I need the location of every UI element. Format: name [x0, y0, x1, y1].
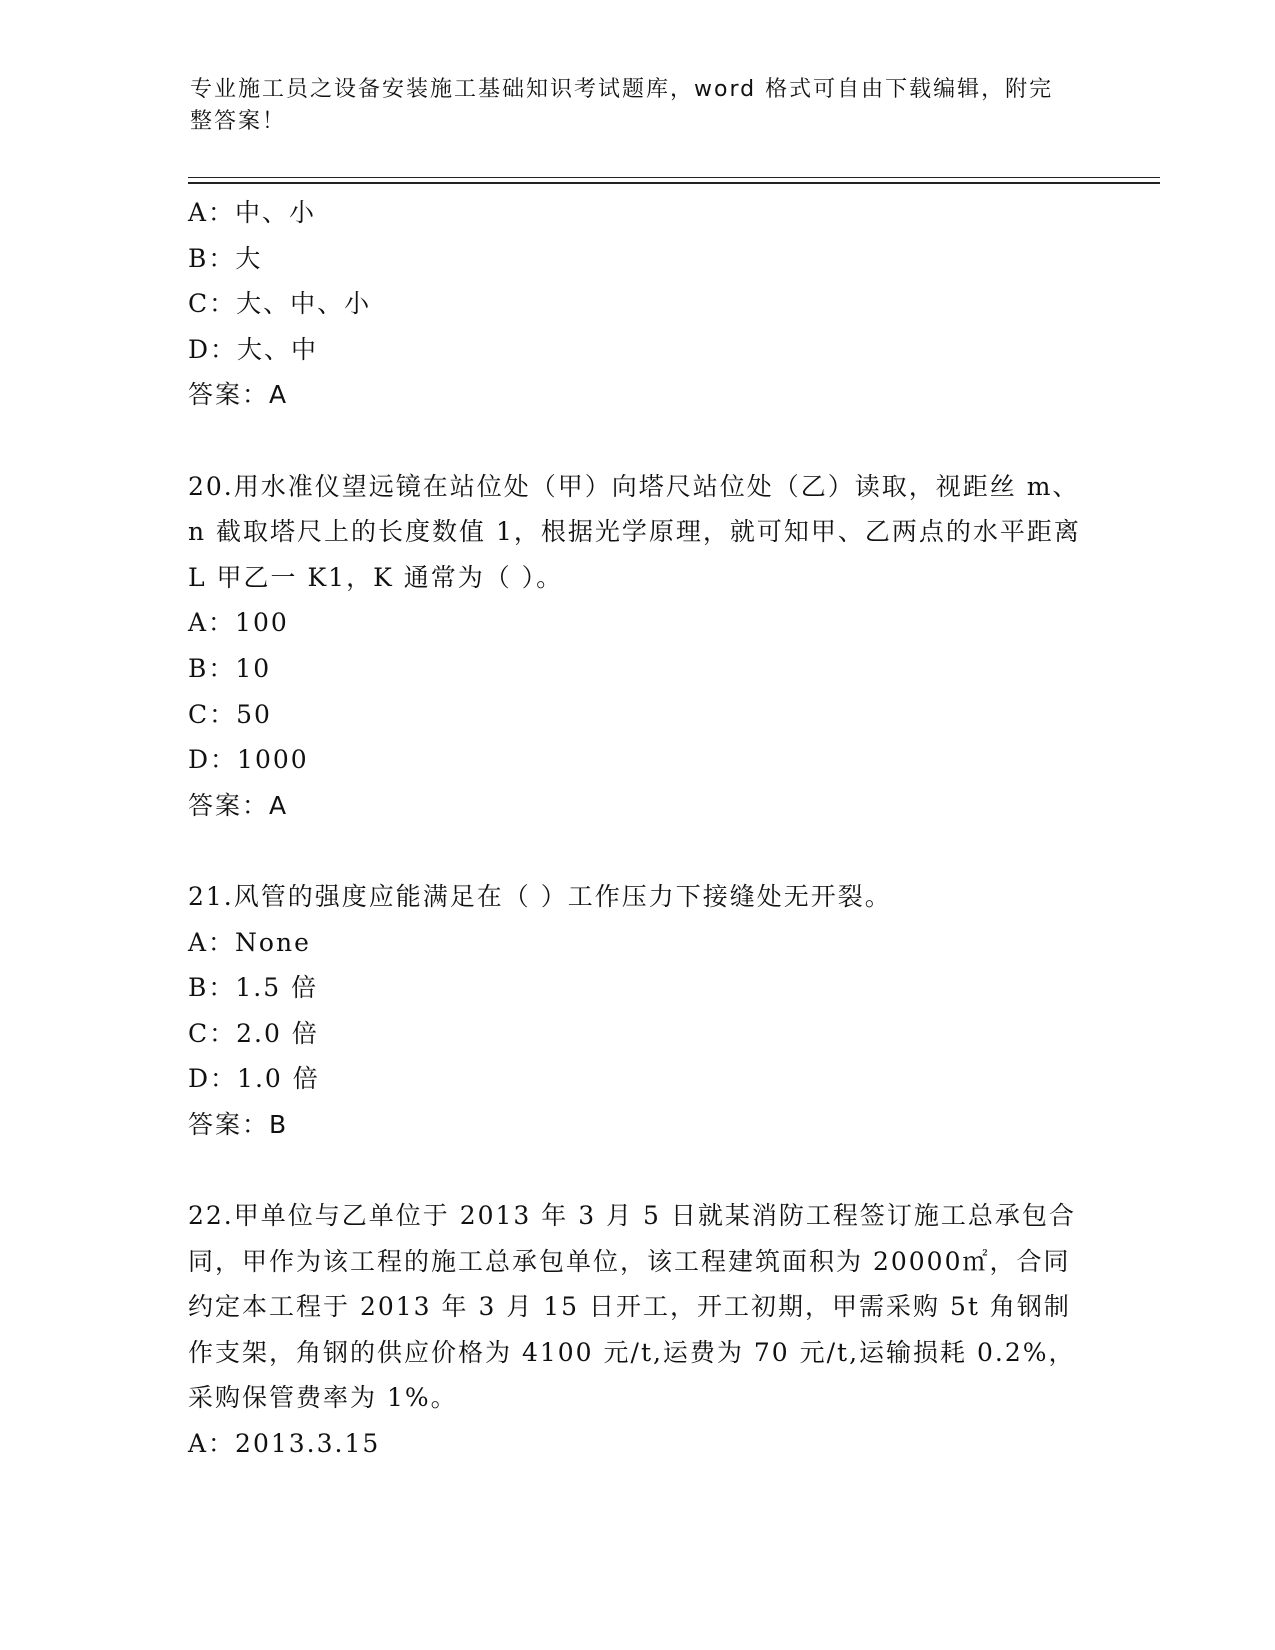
option-c: C：50 — [188, 699, 272, 729]
spacer — [188, 1147, 1088, 1193]
header-rule-thin — [188, 177, 1160, 178]
spacer — [188, 828, 1088, 874]
option-c: C：2.0 倍 — [188, 1018, 319, 1048]
option-b: B：10 — [188, 653, 272, 683]
spacer — [188, 418, 1088, 464]
option-c: C：大、中、小 — [188, 289, 372, 319]
question-text: 20.用水准仪望远镜在站位处（甲）向塔尺站位处（乙）读取，视距丝 m、n 截取塔尺上的长度数值 1，根据光学原理，就可知甲、乙两点的水平距离 L 甲乙一 K1，K 通常为（ ）。 — [188, 471, 1081, 592]
answer: 答案：A — [188, 790, 289, 820]
question-text: 22.甲单位与乙单位于 2013 年 3 月 5 日就某消防工程签订施工总承包合同，甲作为该工程的施工总承包单位，该工程建筑面积为 20000㎡，合同约定本工程于 2013 年 3 月 15 日开工，开工初期，甲需采购 5t 角钢制作支架，角钢的供应价格为 4100 元/t,运费为 70 元/t,运输损耗 0.2%，采购保管费率为 1%。 — [188, 1201, 1076, 1413]
question-list — [188, 190, 1088, 1467]
question-text: 21.风管的强度应能满足在（ ）工作压力下接缝处无开裂。 — [188, 881, 892, 911]
page-header: 专业施工员之设备安装施工基础知识考试题库，word 格式可自由下载编辑，附完整答案！ — [190, 77, 1054, 134]
option-a: A：中、小 — [188, 198, 317, 227]
option-b: B：大 — [188, 243, 263, 273]
answer: 答案：A — [188, 380, 289, 410]
option-a: A：100 — [188, 608, 289, 638]
question-block — [188, 1193, 1088, 1467]
option-d: D：1000 — [188, 745, 309, 775]
option-b: B：1.5 倍 — [188, 973, 319, 1003]
option-d: D：1.0 倍 — [188, 1064, 320, 1094]
answer: 答案：B — [188, 1109, 289, 1139]
question-block — [188, 874, 1088, 1148]
header-rule-thick — [188, 182, 1160, 184]
question-block — [188, 464, 1088, 829]
option-d: D：大、中 — [188, 334, 319, 364]
option-a: A：None — [188, 927, 311, 957]
question-block — [188, 190, 1088, 418]
option-a: A：2013.3.15 — [188, 1429, 381, 1459]
